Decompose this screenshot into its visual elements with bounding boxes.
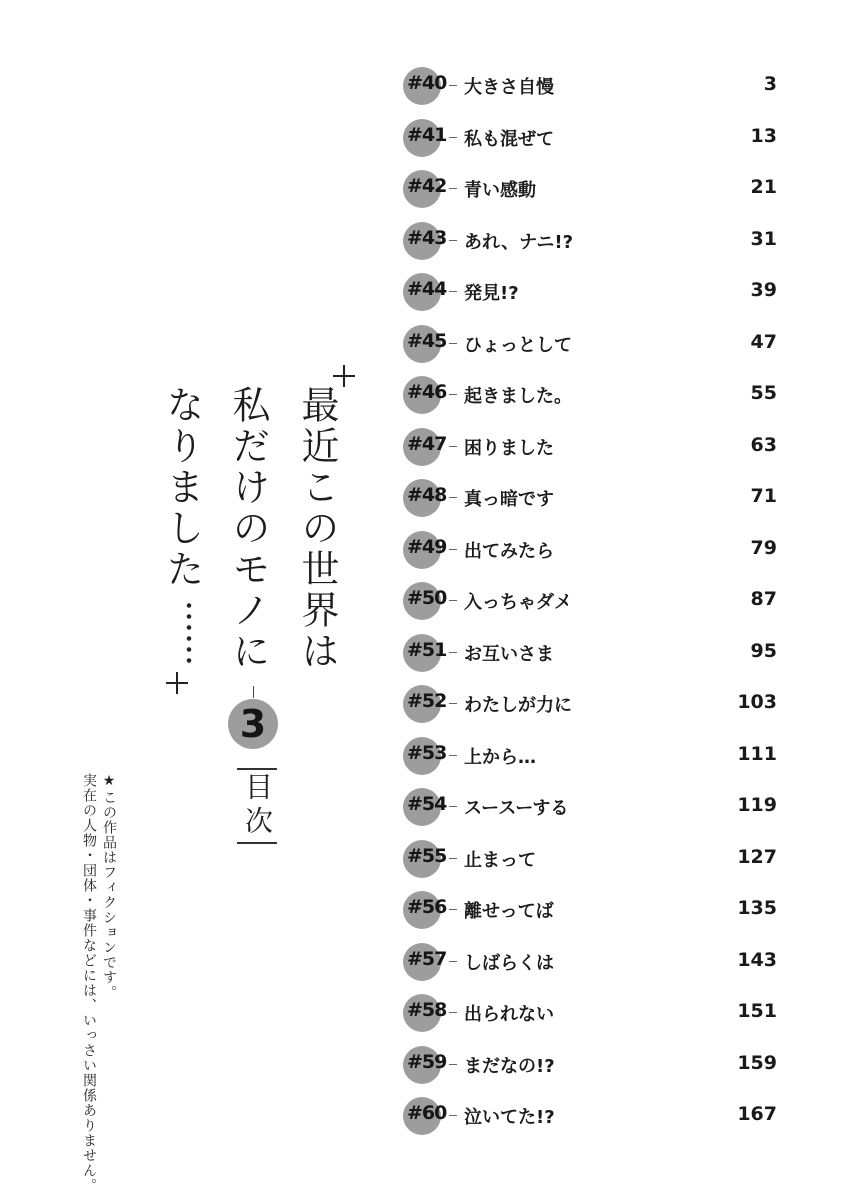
toc-row: [403, 677, 793, 729]
title-line-1: 最近この世界は: [295, 385, 339, 672]
toc-row: [403, 986, 793, 1038]
episode-page: 13: [750, 124, 777, 147]
episode-page: 151: [737, 1000, 777, 1022]
toc-row: [403, 729, 793, 781]
episode-connector: [449, 909, 457, 910]
episode-page: 143: [737, 948, 777, 971]
episode-number: #54: [407, 793, 447, 815]
episode-page: 71: [750, 485, 777, 507]
sparkle-icon: [333, 365, 355, 387]
toc-row: [403, 780, 793, 832]
episode-connector: [449, 652, 457, 653]
episode-page: 79: [750, 536, 777, 559]
episode-page: 63: [750, 433, 777, 456]
episode-connector: [449, 703, 457, 704]
episode-connector: [449, 394, 457, 395]
episode-title: お互いさま: [464, 643, 554, 665]
episode-title: 青い感動: [464, 180, 536, 201]
episode-title: 大きさ自慢: [464, 77, 554, 98]
episode-title: 起きました。: [464, 386, 572, 407]
episode-title: 出てみたら: [464, 540, 554, 562]
episode-page: 127: [737, 845, 777, 868]
episode-title: 真っ暗です: [464, 489, 554, 510]
title-line-3: なりました: [160, 385, 204, 590]
episode-number: #42: [407, 175, 447, 197]
toc-row: [403, 214, 793, 266]
episode-title: 泣いてた!?: [464, 1107, 555, 1128]
toc-row: [403, 111, 793, 163]
episode-connector: [449, 343, 457, 344]
episode-title: まだなの!?: [464, 1055, 555, 1077]
episode-number: #40: [407, 72, 447, 94]
episode-page: 159: [737, 1051, 777, 1074]
episode-number: #43: [407, 226, 447, 249]
episode-connector: [449, 858, 457, 859]
volume-connector: [253, 686, 254, 698]
episode-page: 55: [750, 382, 777, 404]
episode-number: #48: [407, 484, 447, 506]
episode-title: 出られない: [464, 1004, 554, 1025]
episode-connector: [449, 85, 457, 86]
episode-title: 困りました: [464, 437, 554, 459]
episode-number: #53: [407, 741, 447, 764]
ellipsis-dots: [186, 600, 192, 666]
toc-row: [403, 420, 793, 472]
episode-title: 私も混ぜて: [464, 128, 554, 150]
toc-row: [403, 368, 793, 420]
toc-row: [403, 59, 793, 111]
episode-title: スースーする: [464, 798, 569, 819]
episode-title: 入っちゃダメ: [464, 592, 572, 613]
toc-row: [403, 832, 793, 884]
episode-page: 103: [737, 691, 777, 713]
episode-number: #56: [407, 896, 447, 918]
episode-number: #49: [407, 535, 447, 558]
episode-connector: [449, 1115, 457, 1116]
episode-title: 発見!?: [464, 283, 519, 304]
table-of-contents: [403, 59, 793, 1141]
episode-connector: [449, 961, 457, 962]
episode-page: 87: [750, 588, 777, 610]
episode-page: 39: [750, 279, 777, 301]
episode-number: #57: [407, 947, 447, 970]
episode-title: 止まって: [464, 849, 536, 871]
episode-number: #58: [407, 999, 447, 1021]
toc-row: [403, 471, 793, 523]
episode-number: #51: [407, 638, 447, 661]
toc-row: [403, 935, 793, 987]
episode-page: 3: [763, 73, 777, 95]
episode-number: #59: [407, 1050, 447, 1073]
toc-row: [403, 1089, 793, 1141]
episode-number: #60: [407, 1102, 447, 1124]
episode-connector: [449, 446, 457, 447]
episode-page: 119: [737, 794, 777, 816]
episode-connector: [449, 549, 457, 550]
toc-row: [403, 883, 793, 935]
episode-connector: [449, 137, 457, 138]
episode-connector: [449, 806, 457, 807]
sparkle-icon: [166, 672, 188, 694]
episode-page: 135: [737, 897, 777, 919]
episode-page: 31: [750, 227, 777, 250]
episode-page: 111: [737, 742, 777, 765]
episode-connector: [449, 1064, 457, 1065]
toc-row: [403, 317, 793, 369]
episode-title: 上から…: [464, 746, 536, 768]
episode-number: #52: [407, 690, 447, 712]
episode-connector: [449, 240, 457, 241]
volume-number: 3: [239, 702, 267, 746]
title-line-2: 私だけのモノに: [226, 385, 270, 672]
toc-row: [403, 265, 793, 317]
episode-number: #45: [407, 329, 447, 352]
disclaimer-line-1: ★この作品はフィクションです。: [101, 773, 117, 1000]
disclaimer-line-2: 実在の人物・団体・事件などには、いっさい関係ありません。: [81, 773, 97, 1193]
episode-number: #46: [407, 381, 447, 403]
episode-page: 47: [750, 330, 777, 353]
episode-connector: [449, 755, 457, 756]
toc-row: [403, 1038, 793, 1090]
episode-page: 21: [750, 176, 777, 198]
episode-connector: [449, 600, 457, 601]
toc-row: [403, 162, 793, 214]
episode-number: #55: [407, 844, 447, 867]
episode-page: 167: [737, 1103, 777, 1125]
episode-number: #41: [407, 123, 447, 146]
episode-title: わたしが力に: [464, 695, 572, 716]
episode-number: #44: [407, 278, 447, 300]
toc-row: [403, 523, 793, 575]
episode-title: 離せってば: [464, 901, 554, 922]
episode-number: #47: [407, 432, 447, 455]
episode-connector: [449, 291, 457, 292]
episode-connector: [449, 1012, 457, 1013]
episode-page: 95: [750, 639, 777, 662]
toc-row: [403, 626, 793, 678]
episode-connector: [449, 188, 457, 189]
episode-title: しばらくは: [464, 952, 554, 974]
toc-row: [403, 574, 793, 626]
episode-number: #50: [407, 587, 447, 609]
episode-title: ひょっとして: [464, 334, 572, 356]
episode-title: あれ、ナニ!?: [464, 231, 574, 253]
contents-label: 目次: [237, 768, 277, 844]
episode-connector: [449, 497, 457, 498]
